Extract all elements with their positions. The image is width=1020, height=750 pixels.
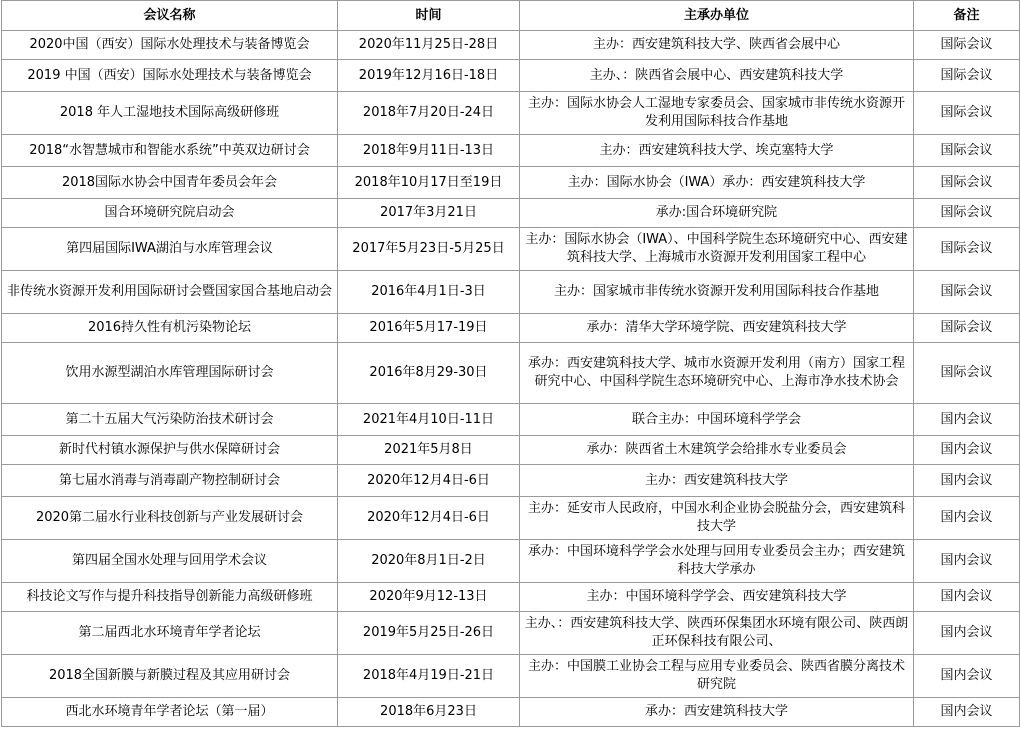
cell-note: 国内会议 <box>914 497 1020 540</box>
table-row <box>2 404 1020 436</box>
table-row <box>2 60 1020 92</box>
cell-conference-name: 2018“水智慧城市和智能水系统”中英双边研讨会 <box>2 135 338 167</box>
cell-organizer: 承办：西安建筑科技大学、城市水资源开发利用（南方）国家工程研究中心、中国科学院生态环境研究中心、上海市净水技术协会 <box>520 343 914 404</box>
cell-time: 2020年9月12-13日 <box>338 583 520 612</box>
table-row <box>2 314 1020 343</box>
cell-time: 2018年9月11日-13日 <box>338 135 520 167</box>
cell-organizer: 主办：西安建筑科技大学 <box>520 465 914 497</box>
header-org: 主承办单位 <box>520 1 914 31</box>
cell-note: 国际会议 <box>914 60 1020 92</box>
cell-conference-name: 2018国际水协会中国青年委员会年会 <box>2 167 338 199</box>
header-time: 时间 <box>338 1 520 31</box>
cell-organizer: 承办：西安建筑科技大学 <box>520 698 914 727</box>
cell-time: 2020年8月1日-2日 <box>338 540 520 583</box>
table-row <box>2 228 1020 271</box>
cell-conference-name: 2019 中国（西安）国际水处理技术与装备博览会 <box>2 60 338 92</box>
cell-conference-name: 第四届国际IWA湖泊与水库管理会议 <box>2 228 338 271</box>
cell-organizer: 主办：国际水协会（IWA）、中国科学院生态环境研究中心、西安建筑科技大学、上海城市水资源开发利用国家工程中心 <box>520 228 914 271</box>
table-row <box>2 92 1020 135</box>
table-row <box>2 540 1020 583</box>
cell-organizer: 联合主办：中国环境科学学会 <box>520 404 914 436</box>
cell-time: 2016年4月1日-3日 <box>338 271 520 314</box>
cell-conference-name: 饮用水源型湖泊水库管理国际研讨会 <box>2 343 338 404</box>
cell-conference-name: 2020第二届水行业科技创新与产业发展研讨会 <box>2 497 338 540</box>
cell-time: 2018年4月19日-21日 <box>338 655 520 698</box>
table-row <box>2 31 1020 60</box>
cell-time: 2016年8月29-30日 <box>338 343 520 404</box>
cell-note: 国际会议 <box>914 199 1020 228</box>
cell-conference-name: 非传统水资源开发利用国际研讨会暨国家国合基地启动会 <box>2 271 338 314</box>
cell-time: 2020年11月25日-28日 <box>338 31 520 60</box>
cell-note: 国内会议 <box>914 698 1020 727</box>
table-row <box>2 135 1020 167</box>
cell-note: 国际会议 <box>914 228 1020 271</box>
cell-conference-name: 第二十五届大气污染防治技术研讨会 <box>2 404 338 436</box>
table-row <box>2 436 1020 465</box>
cell-note: 国内会议 <box>914 655 1020 698</box>
cell-time: 2020年12月4日-6日 <box>338 465 520 497</box>
conference-table <box>1 0 1020 727</box>
cell-conference-name: 2020中国（西安）国际水处理技术与装备博览会 <box>2 31 338 60</box>
table-row <box>2 698 1020 727</box>
cell-organizer: 主办、：西安建筑科技大学、陕西环保集团水环境有限公司、陕西朗正环保科技有限公司、 <box>520 612 914 655</box>
cell-conference-name: 西北水环境青年学者论坛（第一届） <box>2 698 338 727</box>
header-row <box>2 1 1020 31</box>
cell-conference-name: 第四届全国水处理与回用学术会议 <box>2 540 338 583</box>
cell-note: 国内会议 <box>914 436 1020 465</box>
cell-conference-name: 科技论文写作与提升科技指导创新能力高级研修班 <box>2 583 338 612</box>
cell-time: 2017年5月23日-5月25日 <box>338 228 520 271</box>
cell-organizer: 主办：国际水协会（IWA）承办：西安建筑科技大学 <box>520 167 914 199</box>
cell-time: 2021年5月8日 <box>338 436 520 465</box>
cell-organizer: 主办：国家城市非传统水资源开发利用国际科技合作基地 <box>520 271 914 314</box>
header-note: 备注 <box>914 1 1020 31</box>
table-row <box>2 199 1020 228</box>
cell-organizer: 主办：国际水协会人工湿地专家委员会、国家城市非传统水资源开发利用国际科技合作基地 <box>520 92 914 135</box>
cell-note: 国际会议 <box>914 271 1020 314</box>
cell-note: 国际会议 <box>914 314 1020 343</box>
table-row <box>2 497 1020 540</box>
table-row <box>2 655 1020 698</box>
cell-time: 2017年3月21日 <box>338 199 520 228</box>
table-row <box>2 167 1020 199</box>
table-row <box>2 271 1020 314</box>
cell-time: 2018年7月20日-24日 <box>338 92 520 135</box>
cell-organizer: 承办：中国环境科学学会水处理与回用专业委员会主办；西安建筑科技大学承办 <box>520 540 914 583</box>
cell-conference-name: 第二届西北水环境青年学者论坛 <box>2 612 338 655</box>
cell-conference-name: 2018全国新膜与新膜过程及其应用研讨会 <box>2 655 338 698</box>
cell-time: 2020年12月4日-6日 <box>338 497 520 540</box>
cell-note: 国内会议 <box>914 465 1020 497</box>
cell-note: 国内会议 <box>914 583 1020 612</box>
cell-conference-name: 第七届水消毒与消毒副产物控制研讨会 <box>2 465 338 497</box>
cell-conference-name: 2016持久性有机污染物论坛 <box>2 314 338 343</box>
cell-organizer: 主办：西安建筑科技大学、埃克塞特大学 <box>520 135 914 167</box>
cell-organizer: 主办：延安市人民政府，中国水利企业协会脱盐分会，西安建筑科技大学 <box>520 497 914 540</box>
cell-note: 国际会议 <box>914 343 1020 404</box>
cell-note: 国际会议 <box>914 92 1020 135</box>
header-name: 会议名称 <box>2 1 338 31</box>
table-row <box>2 343 1020 404</box>
cell-organizer: 主办：西安建筑科技大学、陕西省会展中心 <box>520 31 914 60</box>
cell-time: 2019年5月25日-26日 <box>338 612 520 655</box>
cell-time: 2018年10月17日至19日 <box>338 167 520 199</box>
cell-conference-name: 2018 年人工湿地技术国际高级研修班 <box>2 92 338 135</box>
cell-note: 国内会议 <box>914 404 1020 436</box>
table-row <box>2 612 1020 655</box>
cell-organizer: 承办：清华大学环境学院、西安建筑科技大学 <box>520 314 914 343</box>
cell-note: 国内会议 <box>914 540 1020 583</box>
cell-time: 2016年5月17-19日 <box>338 314 520 343</box>
cell-note: 国际会议 <box>914 167 1020 199</box>
cell-time: 2021年4月10日-11日 <box>338 404 520 436</box>
cell-organizer: 主办：中国环境科学学会、西安建筑科技大学 <box>520 583 914 612</box>
cell-time: 2019年12月16日-18日 <box>338 60 520 92</box>
cell-note: 国际会议 <box>914 135 1020 167</box>
cell-conference-name: 国合环境研究院启动会 <box>2 199 338 228</box>
table-row <box>2 583 1020 612</box>
cell-organizer: 承办:国合环境研究院 <box>520 199 914 228</box>
cell-time: 2018年6月23日 <box>338 698 520 727</box>
cell-note: 国际会议 <box>914 31 1020 60</box>
cell-organizer: 主办、：陕西省会展中心、西安建筑科技大学 <box>520 60 914 92</box>
cell-organizer: 主办：中国膜工业协会工程与应用专业委员会、陕西省膜分离技术研究院 <box>520 655 914 698</box>
cell-organizer: 承办：陕西省土木建筑学会给排水专业委员会 <box>520 436 914 465</box>
table-row <box>2 465 1020 497</box>
cell-note: 国内会议 <box>914 612 1020 655</box>
cell-conference-name: 新时代村镇水源保护与供水保障研讨会 <box>2 436 338 465</box>
